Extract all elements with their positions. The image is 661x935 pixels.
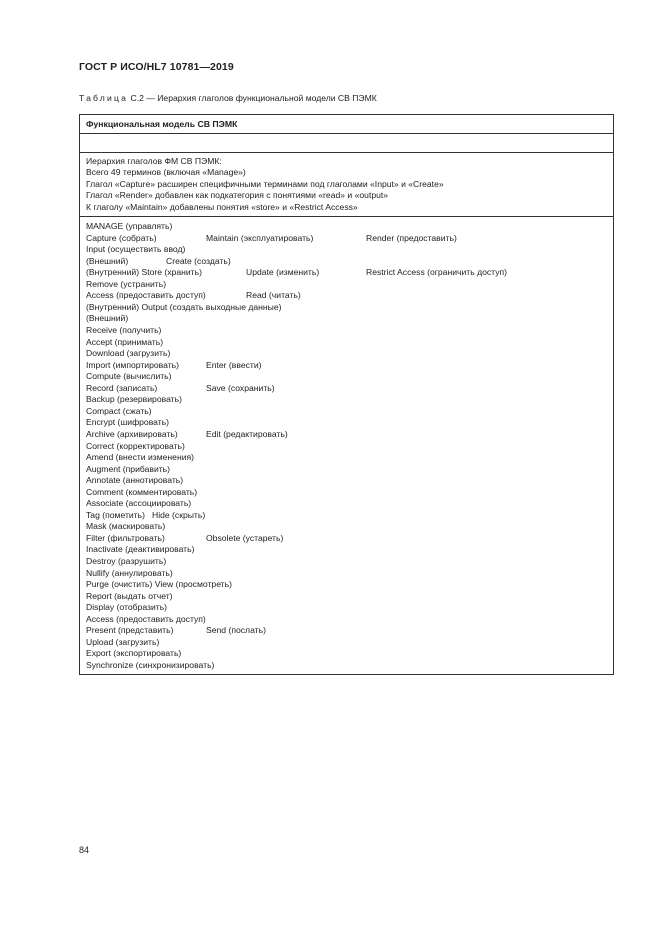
verb-item-col2: Obsolete (устареть) (206, 532, 284, 543)
verb-item: Destroy (разрушить) (86, 556, 167, 566)
verb-hierarchy-table (79, 114, 614, 675)
verb-item: Display (отобразить) (86, 602, 168, 613)
verb-item: (Внутренний) Store (хранить) (86, 267, 202, 278)
verb-item: Archive (архивировать) (86, 428, 178, 439)
verb-item: Accept (принимать) (86, 336, 164, 347)
verb-item: Backup (резервировать) (86, 394, 182, 405)
verb-item: Purge (очистить) View (просмотреть) (86, 579, 232, 590)
verb-item: (Внутренний) Output (создать выходные данные) (86, 301, 282, 312)
verb-item: Encrypt (шифровать) (86, 417, 170, 428)
verb-item: Annotate (аннотировать) (86, 475, 184, 486)
verb-item-col2: Enter (ввести) (206, 359, 262, 370)
verb-item: Compact (сжать) (86, 405, 152, 416)
verb-item: Access (предоставить доступ) (86, 290, 206, 301)
verb-item: Augment (прибавить) (86, 463, 171, 474)
verb-item: Upload (загрузить) (86, 636, 160, 647)
table-header-row (80, 115, 613, 134)
info-line: Иерархия глаголов ФМ СВ ПЭМК: (86, 156, 222, 166)
verb-item-col3: Render (предоставить) (366, 232, 457, 243)
info-line: Всего 49 терминов (включая «Manage») (86, 167, 246, 177)
verb-item: Present (представить) (86, 625, 174, 636)
table-empty-row (80, 134, 613, 153)
table-caption-label: Таблица (79, 93, 129, 103)
verb-item: Nullify (аннулировать) (86, 567, 173, 578)
verb-item: Filter (фильтровать) (86, 532, 165, 543)
table-header-cell: Функциональная модель СВ ПЭМК (86, 119, 238, 129)
verb-item: Mask (маскировать) (86, 521, 166, 532)
verb-item: Import (импортировать) (86, 359, 179, 370)
verb-item-col2: Edit (редактировать) (206, 428, 288, 439)
table-verbs-row (80, 217, 613, 674)
verb-item: (Внешний) (86, 313, 129, 324)
verb-item: Synchronize (синхронизировать) (86, 659, 215, 670)
verb-item: Download (загрузить) (86, 348, 171, 359)
verb-item: Export (экспортировать) (86, 648, 182, 659)
verb-item: Comment (комментировать) (86, 486, 198, 497)
verb-item: (Внешний) (86, 255, 129, 266)
verb-item: Access (предоставить доступ) (86, 613, 206, 624)
verb-item-col2: Maintain (эксплуатировать) (206, 232, 314, 243)
verb-item: Tag (пометить) (86, 509, 145, 520)
verb-item: Correct (корректировать) (86, 440, 185, 451)
info-line: Глагол «Render» добавлен как подкатегория с понятиями «read» и «output» (86, 190, 389, 200)
verb-item: Associate (ассоциировать) (86, 498, 192, 509)
verb-item: Amend (внести изменения) (86, 452, 195, 462)
verb-item-col2: Create (создать) (166, 255, 231, 266)
info-line: К глаголу «Maintain» добавлены понятия «store» и «Restrict Access» (86, 202, 358, 212)
table-info-row (80, 153, 613, 217)
verb-item: Compute (вычислить) (86, 371, 172, 382)
verb-item-col2: Save (сохранить) (206, 382, 275, 393)
verb-item: MANAGE (управлять) (86, 221, 173, 231)
verb-item: Receive (получить) (86, 325, 162, 335)
verb-item: Input (осуществить ввод) (86, 244, 186, 255)
table-caption (79, 93, 377, 103)
table-caption-text: С.2 — Иерархия глаголов функциональной модели СВ ПЭМК (128, 93, 377, 103)
verb-item-col3: Restrict Access (ограничить доступ) (366, 267, 508, 278)
verb-item-col2: Update (изменить) (246, 267, 320, 278)
verb-item-col2: Hide (скрыть) (152, 509, 206, 520)
verb-item: Remove (устранить) (86, 278, 167, 289)
document-code: ГОСТ Р ИСО/HL7 10781—2019 (79, 61, 234, 73)
verb-item: Capture (собрать) (86, 232, 157, 243)
info-line: Глагол «Capture» расширен специфичными терминами под глаголами «Input» и «Create» (86, 179, 444, 189)
page-number: 84 (79, 845, 90, 855)
verb-item-col2: Read (читать) (246, 290, 301, 301)
verb-item: Record (записать) (86, 382, 158, 393)
verb-item-col2: Send (послать) (206, 625, 266, 636)
verb-item: Inactivate (деактивировать) (86, 544, 195, 555)
verb-item: Report (выдать отчет) (86, 590, 173, 601)
